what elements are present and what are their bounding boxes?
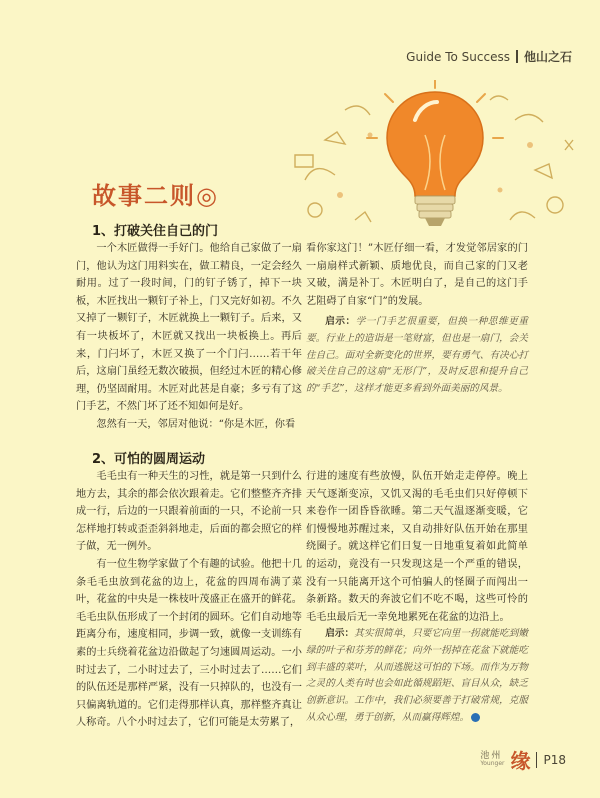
story2-para-1: 毛毛虫有一种天生的习性，就是第一只到什么地方去，其余的都会依次跟着走。它们整整齐齐排成一行，后边的一只跟着前面的一只，不论前一只怎样地打转或歪歪斜斜地走，后面的都会照它的样子做，无一例外。: [76, 471, 302, 553]
story1-insight-text: 学一门手艺很重要，但换一种思维更重要。行业上的造诣是一笔财富，但也是一扇门，会关住自己。面对全新变化的世界，要有勇气、有决心打破关住自己的这扇“无形门”，及时反思和提升自己的“手艺”，这样才能更多看到外面美丽的风景。: [306, 316, 529, 395]
footer-logo: [480, 752, 504, 767]
page-title: [92, 176, 219, 211]
story1-heading: 1、打破关住自己的门: [92, 224, 219, 239]
header-cn: 他山之石: [523, 50, 572, 64]
story2-insight: [306, 626, 528, 727]
story1-para-3: 看你家这门！”木匠仔细一看，才发觉邻居家的门一扇扇样式新颖、质地优良，而自己家的门又老又破，满是补丁。木匠明白了，是自己的这门手艺阻碍了自家“门”的发展。: [306, 243, 528, 307]
story2-insight-text: 其实很简单，只要它向里一拐就能吃到嫩绿的叶子和芬芳的鲜花；向外一拐掉在花盆下就能吃到丰盛的菜叶，从而逃脱这可怕的下场。而作为万物之灵的人类有时也会如此循规蹈矩、盲目从众，缺乏创新意识。工作中，我们必须要善于打破常规，克服从众心理，勇于创新，从而赢得辉煌。: [306, 628, 529, 723]
header-en: Guide To Success: [406, 49, 510, 64]
header-divider: [516, 50, 518, 63]
story2-left-column: [76, 468, 302, 732]
story1-para-1: 一个木匠做得一手好门。他给自己家做了一扇门，他认为这门用料实在，做工精良，一定会经久耐用。过了一段时间，门的钉子锈了，掉下一块板，木匠找出一颗钉子补上，门又完好如初。不久又掉了一颗钉子，木匠就换上一颗钉子。后来，又有一块板坏了，木匠就又找出一块板换上。再后来，门闩坏了，木匠又换了一个门闩……若干年后，这扇门虽经无数次破损，但经过木匠的精心修理，仍坚固耐用。木匠对此甚是自豪；多亏有了这门手艺，不然门坏了还不知如何是好。: [76, 243, 302, 413]
footer-logo-big: 缘: [510, 749, 531, 773]
story1-insight-label: 启示：: [325, 316, 356, 327]
page-footer: [480, 745, 566, 774]
story2-heading: 2、可怕的圆周运动: [92, 452, 206, 467]
footer-divider: [536, 752, 537, 768]
story1-insight: [306, 314, 528, 398]
page-header: [406, 48, 572, 65]
story1-left-column: [76, 240, 302, 434]
title-mark: ◎: [196, 182, 219, 210]
lightbulb-illustration-icon: [285, 80, 585, 235]
story1-right-column: [306, 240, 528, 310]
footer-logo-cn: 池州: [480, 751, 503, 761]
story2-para-3: 行进的速度有些放慢，队伍开始走走停停。晚上天气逐渐变凉，又饥又渴的毛毛虫们只好停顿下来卷作一团昏昏欲睡。第二天气温逐渐变暖，它们慢慢地苏醒过来，又自动排好队伍开始在那里绕圈子。就这样它们日复一日地重复着如此简单的运动，竟没有一只发现这是一个严重的错误，没有一只能离开这个可怕骗人的怪圈子而闯出一条新路。数天的奔波它们不吃不喝，这些可怜的毛毛虫最后无一幸免地累死在花盆的边沿上。: [306, 471, 528, 623]
story1-para-2: 忽然有一天，邻居对他说：“你是木匠，你看: [96, 418, 296, 430]
title-text: 故事二则: [92, 182, 196, 210]
story2-insight-label: 启示：: [325, 628, 355, 639]
footer-logo-sub: Younger: [480, 760, 505, 767]
end-mark-icon: [471, 713, 480, 722]
story2-right-column: [306, 468, 528, 626]
story2-para-2: 有一位生物学家做了个有趣的试验。他把十几条毛毛虫放到花盆的边上，花盆的四周布满了菜叶，花盆的中央是一株枝叶茂盛正在盛开的鲜花。毛毛虫队伍形成了一个封闭的圆环。它们自动地等距离分布，速度相同，步调一致，就像一支训练有素的士兵绕着花盆边沿做起了匀速圆周运动。一小时过去了，二小时过去了，三小时过去了……它们的队伍还是那样严紧，没有一只掉队的，也没有一只偏离轨道的。它们走得那样认真，那样整齐真让人称奇。八个小时过去了，它们可能是太劳累了，: [76, 558, 302, 729]
page-number: P18: [543, 752, 566, 767]
